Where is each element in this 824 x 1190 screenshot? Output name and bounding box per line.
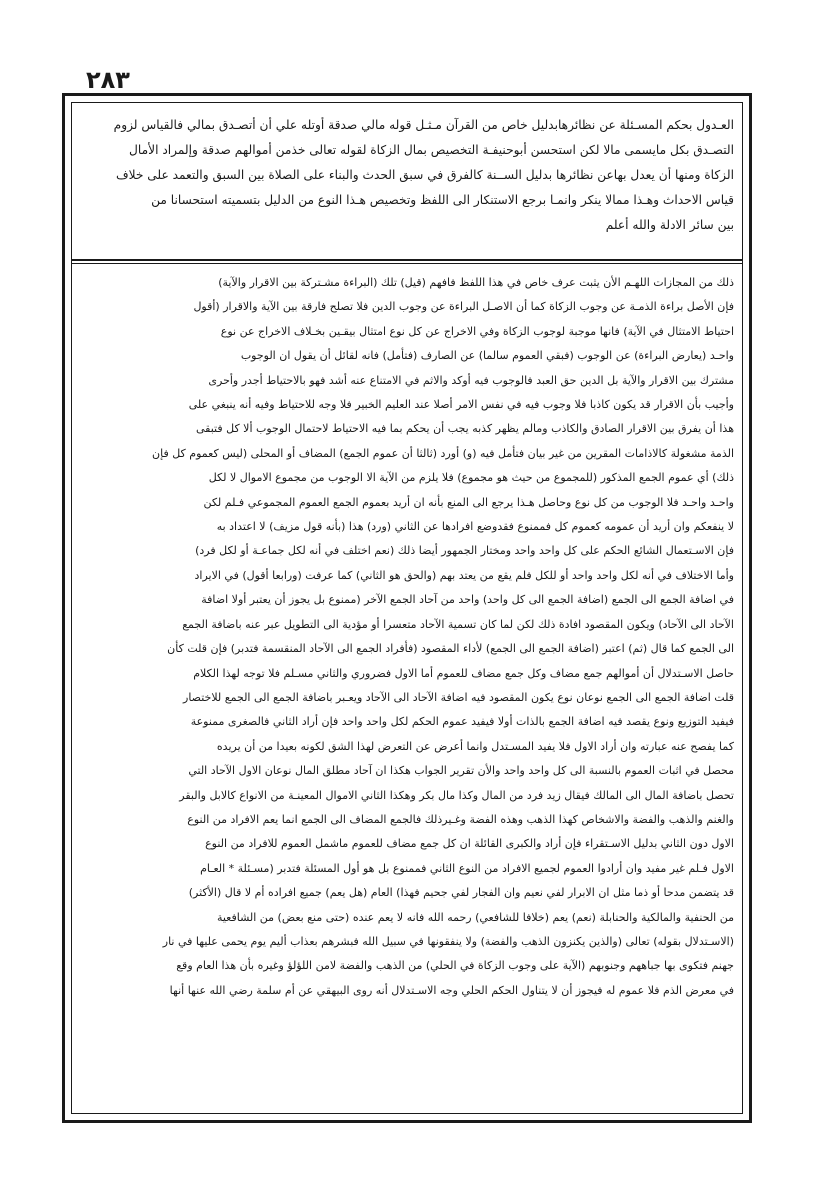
text-line: الزكاة ومنها أن يعدل بهاعن نظائرها بدليل الســنة كالفرق في سبق الحدث والبناء على الصلاة بين السبق والتعمد على خلاف xyxy=(115,168,734,182)
text-line: لا ينفعكم وان أريد أن عمومه كعموم كل فممنوع فقدوضع افرادها عن الثاني (ورد) هذا (بأنه قول مزيف) لا اعتداد به xyxy=(216,520,734,534)
page-number: ٢٨٣ xyxy=(86,66,130,94)
text-line: واحـد واحـد فلا الوجوب من كل نوع وحاصل هـذا يرجع الى المنع بأنه ان أريد بعموم الجمع العموم المجموعي فـلم لكن xyxy=(203,495,734,509)
page-frame xyxy=(62,93,752,1123)
text-line: فإن الأصل براءة الذمـة عن وجوب الزكاة كما أن الاصـل البراءة عن وجوب الدين فلا تصلح فارقة بين الآية والاقرار (أقول xyxy=(193,300,734,314)
text-line: (الاسـتدلال بقوله) تعالى (والذين يكنزون الذهب والفضة) ولا ينفقونها في سبيل الله فبشرهم بعذاب أليم يوم يحمى عليها في نار xyxy=(162,934,734,948)
text-line: قلت اضافة الجمع الى الجمع نوعان نوع يكون المقصود فيه اضافة الآحاد الى الآحاد ويعـبر باضافة الجمع الى الجمع للاختصار xyxy=(183,690,734,704)
inner-frame xyxy=(71,102,743,1114)
text-line: وأجيب بأن الاقرار قد يكون كاذبا فلا وجوب فيه في نفس الامر أصلا عند العليم الخبير فلا وجه للاحتياط وفيه أنه ينبغي على xyxy=(188,398,734,412)
text-line: في اضافة الجمع الى الجمع (اضافة الجمع الى كل واحد) واحد من آحاد الجمع الآخر (ممنوع بل يجوز أن يعتبر أولا اضافة xyxy=(201,593,734,607)
text-line: واحـد (يعارض البراءة) عن الوجوب (فبقي العموم سالما) عن الصارف (فتأمل) فانه لقائل أن يقول ان الوجوب xyxy=(240,349,734,363)
text-line: فيفيد التوزيع ونوع يقصد فيه اضافة الجمع بالذات أولا فيفيد عموم الحكم لكل واحد واحد فإن أراد الثاني فالصغرى ممنوعة xyxy=(190,715,734,729)
upper-text-block xyxy=(80,113,734,238)
text-line: الاول دون الثاني بدليل الاسـتقراء فإن أراد والكبرى القائلة ان كل جمع مضاف للعموم ماشمل العموم للافراد من النوع xyxy=(205,837,734,851)
section-divider-thin xyxy=(72,263,742,264)
text-line: التصـدق بكل مايسمى مالا لكن استحسن أبوحنيفـة التخصيص بمال الزكاة لقوله تعالى خذمن أموالهم صدقة وإلمراد الأمال xyxy=(129,143,734,157)
text-line: الى الجمع كما قال (ثم) اعتبر (اضافة الجمع الى الجمع) لأداء المقصود (فأفراد الجمع الى الآحاد المنقسمة فتدبر) فإن قلت كأن xyxy=(167,642,734,656)
text-line: مشترك بين الاقرار والآية بل الدين حق العبد فالوجوب فيه أوكد والاثم في الامتناع عنه أشد فهو بالاحتياط أجدر وأحرى xyxy=(208,373,734,387)
text-line: تحصل باضافة المال الى المالك فيقال زيد فرد من المال وكذا مال بكر وهكذا الثاني الاموال المعينـة من الانواع كالابل والبقر xyxy=(179,788,734,802)
text-line: الاول فـلم غير مفيد وان أرادوا العموم لجميع الافراد من النوع الثاني فممنوع بل هو أول المسئلة فتدبر (مسـئلة * العـام xyxy=(200,861,734,875)
text-line: وأما الاختلاف في أنه لكل واحد واحد أو للكل فلم يقع من يعتد بهم (والحق هو الثاني) كما عرفت (ورابعا أقول) في الايراد xyxy=(194,568,734,582)
section-divider xyxy=(72,259,742,261)
text-line: محصل في اثبات العموم بالنسبة الى كل واحد واحد والأن تقرير الجواب هكذا ان آحاد مطلق المال نوعان الاول الآحاد التي xyxy=(188,764,734,778)
lower-text-block xyxy=(80,271,734,1003)
text-line: جهنم فتكوى بها جباههم وجنوبهم (الآية على وجوب الزكاة في الحلي) من الذهب والفضة لامن اللؤلؤ وغيره بأن هذا العام وقع xyxy=(176,959,734,973)
text-line: ذلك) أي عموم الجمع المذكور (للمجموع من حيث هو مجموع) فلا يلزم من الآية الا الوجوب من مجموع الاموال لا لكل xyxy=(208,471,734,485)
text-line: بين سائر الادلة والله أعلم xyxy=(605,218,734,232)
text-line: هذا أن يفرق بين الاقرار الصادق والكاذب ومالم يظهر كذبه يجب أن يحكم بما فيه الاحتياط لاحتمال الوجوب ألا كل فتبقى xyxy=(195,422,734,436)
text-line: والغنم والذهب والفضة والاشخاص كهذا الذهب وهذه الفضة وغـيرذلك فالجمع المضاف الى الجمع انما يعم الافراد من النوع xyxy=(187,812,734,826)
text-line: قياس الاحداث وهـذا ممالا ينكر وانمـا برجع الاستنكار الى اللفظ وتخصيص هـذا النوع من الدليل بتسميته استحسانا من xyxy=(151,193,734,207)
text-line: في معرض الذم فلا عموم له فيجوز أن لا يتناول الحكم الحلي وجه الاسـتدلال أنه روى البيهقي عن أم سلمة رضي الله عنها أنها xyxy=(169,983,734,997)
text-line: العـدول بحكم المسـئلة عن نظائرهابدليل خاص من القرآن مـثـل قوله مالي صدقة أوتله علي أن أتصـدق بمالي فالقياس لزوم xyxy=(113,118,734,132)
text-line: حاصل الاسـتدلال أن أموالهم جمع مضاف وكل جمع مضاف للعموم أما الاول فضروري والثاني مسـلم فلا توجه لهذا الكلام xyxy=(193,666,734,680)
text-line: من الحنفية والمالكية والحنابلة (نعم) يعم (خلافا للشافعي) رحمه الله فانه لا يعم عنده (حتى منع بعض) من الشافعية xyxy=(216,910,734,924)
text-line: قد يتضمن مدحا أو ذما مثل ان الابرار لفي نعيم وان الفجار لفي جحيم فهذا) العام (هل يعم) جميع افراده أم لا قال (الأكثر) xyxy=(188,886,734,900)
text-line: الذمة مشغولة كالاذامات المقرين من غير بيان فتأمل فيه (و) أورد (ثالثا أن عموم الجمع) المضاف أو المحلى (ليس كعموم كل فإن xyxy=(152,446,734,460)
text-line: كما يفصح عنه عبارته وان أراد الاول فلا يفيد المسـتدل وانما أعرض عن التعرض لهذا الشق لكونه بعيدا من أن يريده xyxy=(216,739,734,753)
text-line: فإن الاسـتعمال الشائع الحكم على كل واحد واحد ومختار الجمهور أيضا ذلك (نعم اختلف في أنه لكل جماعـة أو لكل فرد) xyxy=(195,544,734,558)
text-line: ذلك من المجازات اللهـم الأن يثبت عرف خاص في هذا اللفظ فافهم (قيل) تلك (البراءة مشـتركة بين الاقرار والآية) xyxy=(218,276,734,289)
text-line: احتياط الامتثال في الآية) فانها موجبة لوجوب الزكاة وفي الاخراج عن كل نوع امتثال بيقـين بخـلاف الاخراج عن نوع xyxy=(220,324,734,338)
text-line: الآحاد الى الآحاد) ويكون المقصود افادة ذلك لكن لما كان تسمية الآحاد متعسرا أو مؤدية الى التطويل عبر عنه باضافة الجمع xyxy=(182,617,734,631)
